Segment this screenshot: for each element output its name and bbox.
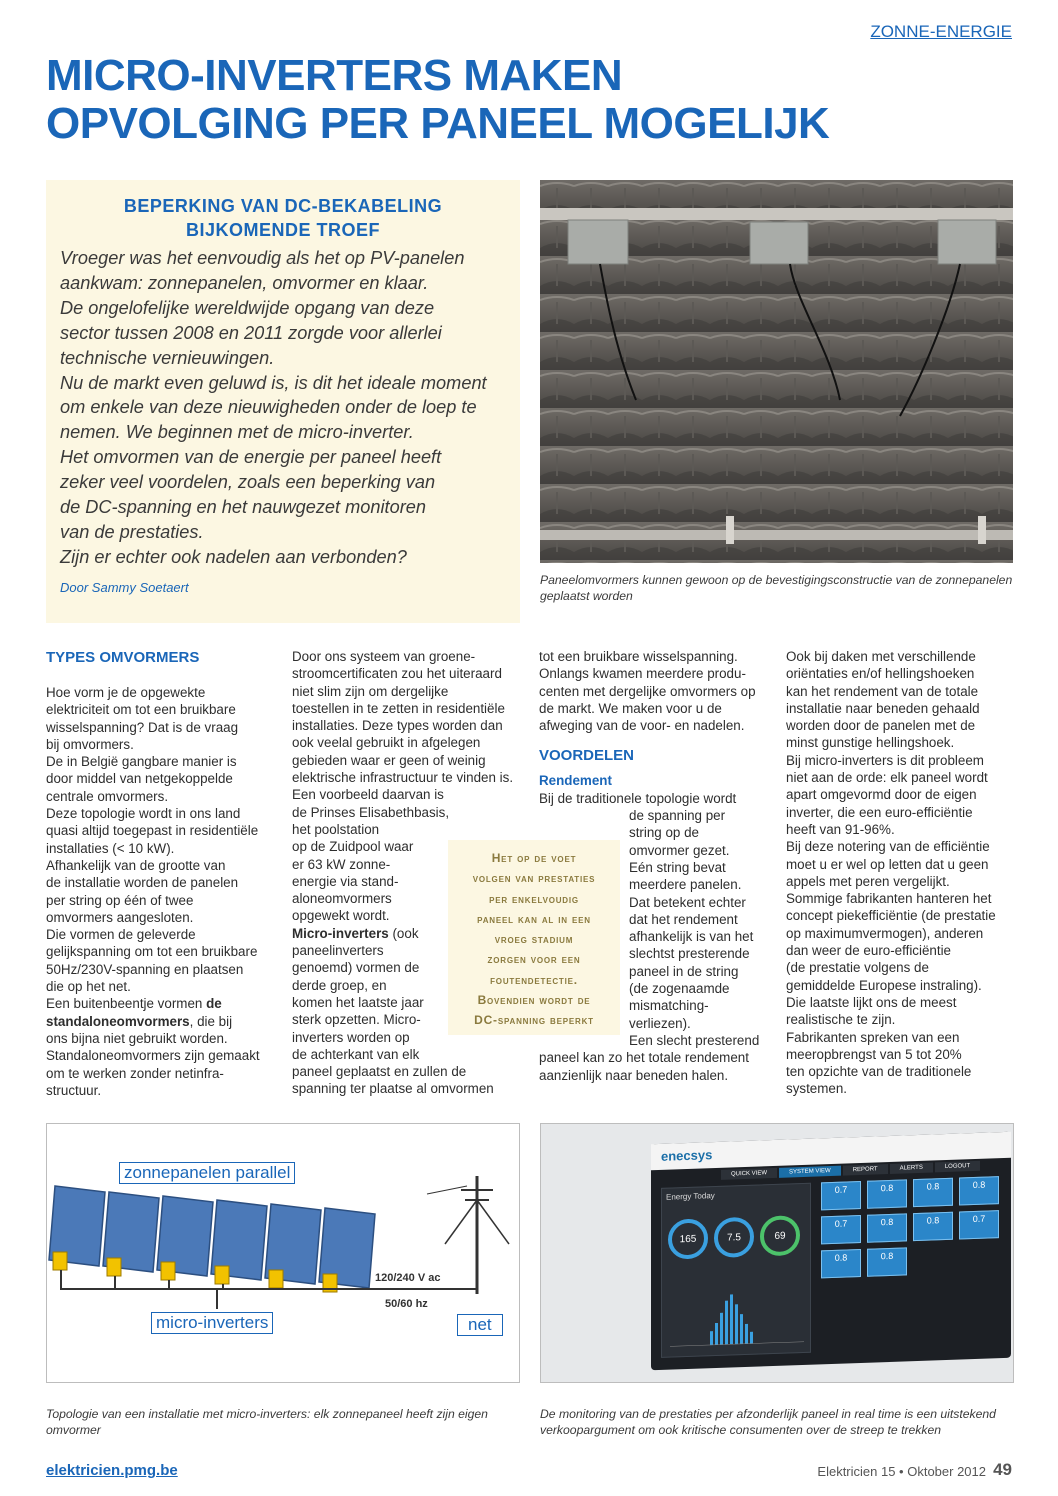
text-line: er 63 kW zonne- (292, 856, 391, 872)
panel-tile[interactable]: 0.8 (959, 1176, 999, 1205)
text-line: gemiddelde Europese instraling). (786, 977, 982, 993)
text-line: paneel kan zo het totale rendement (539, 1050, 749, 1066)
bold-term: Micro-inverters (292, 925, 389, 941)
section-heading: TYPES OMVORMERS (46, 649, 200, 666)
text-line: afhankelijk is van het (629, 929, 754, 945)
text-line: de markt. We maken voor u de (539, 700, 722, 716)
panel-tile[interactable]: 0.8 (867, 1179, 907, 1208)
pull-quote-line: foutendetectie. (490, 972, 578, 987)
caption-line: Topologie van een installatie met micro-inverters: elk zonnepaneel heeft zijn eigen (46, 1407, 488, 1421)
text-line: de spanning per (629, 808, 726, 824)
pull-quote-line: volgen van prestaties (472, 871, 596, 886)
text-line: worden door de panelen met de (786, 718, 976, 734)
text-line: minst gunstige hellingshoek. (786, 735, 955, 751)
text-line: Die laatste lijkt ons de meest (786, 994, 957, 1010)
text-line: installaties. Deze types worden dan (292, 718, 503, 734)
text-line: komen het laatste jaar (292, 994, 424, 1010)
column-1 (46, 648, 276, 1099)
text-line: spanning ter plaatse al omvormen (292, 1081, 494, 1097)
text-line: Bij micro-inverters is dit probleem (786, 752, 984, 768)
text-line: bij omvormers. (46, 736, 134, 752)
text-line (46, 1013, 276, 1030)
energy-panel (661, 1183, 811, 1358)
footer-website-link[interactable]: elektricien.pmg.be (46, 1462, 178, 1479)
monitor-tab[interactable]: LOGOUT (935, 1161, 980, 1173)
caption-line: verkoopargument om ook kritische consumenten over de streep te trekken (540, 1423, 942, 1437)
gauge: 69 (760, 1215, 800, 1256)
col3-text (539, 1049, 771, 1084)
intro-line: van de prestaties. (60, 521, 204, 542)
pull-quote-line: paneel kan al in een (477, 911, 591, 926)
text-line: genoemd) vormen de (292, 960, 420, 976)
pull-quote-line: vroeg stadium (494, 932, 574, 947)
panel-tiles (821, 1176, 1001, 1278)
text-line: inverters worden op (292, 1029, 410, 1045)
text-line: de Prinses Elisabethbasis, (292, 804, 450, 820)
text-line: het poolstation (292, 821, 380, 837)
monitor-tab[interactable]: ALERTS (890, 1162, 933, 1174)
roof-photo (540, 180, 1013, 563)
monitoring-screenshot (540, 1123, 1014, 1383)
text-line: centrale omvormers. (46, 788, 169, 804)
panel-tile[interactable]: 0.8 (867, 1247, 907, 1276)
section-heading: VOORDELEN (539, 747, 635, 765)
text-line: Ook bij daken met verschillende (786, 649, 976, 664)
text-line: Sommige fabrikanten hanteren het (786, 891, 992, 907)
intro-line: Vroeger was het eenvoudig als het op PV-panelen (60, 248, 465, 268)
monitor-tab[interactable]: REPORT (843, 1164, 888, 1176)
intro-heading-line: BIJKOMENDE TROEF (185, 220, 380, 240)
text-line: paneel in de string (629, 963, 739, 979)
text-line: de installatie worden de panelen (46, 875, 239, 891)
pull-quote-line: zorgen voor een (487, 952, 581, 967)
text-line: mismatching- (629, 998, 709, 1014)
panel-tile[interactable]: 0.7 (821, 1215, 861, 1244)
col1-text (46, 684, 276, 995)
text-line: installaties (< 10 kW). (46, 840, 175, 856)
frequency-label: 50/60 hz (385, 1298, 428, 1310)
photo-caption (540, 572, 1020, 604)
text-line: Dat betekent echter (629, 894, 746, 910)
intro-text (60, 246, 506, 570)
text-line: door middel van netgekoppelde (46, 771, 233, 787)
text-span: Een buitenbeentje vormen (46, 996, 207, 1012)
caption-line: geplaatst worden (540, 589, 633, 603)
intro-heading (60, 194, 506, 242)
bold-term: standaloneomvormers (46, 1013, 190, 1029)
text-line: opgewekt wordt. (292, 908, 390, 924)
text-line: energie via stand- (292, 873, 399, 889)
text-line: (de prestatie volgens de (786, 960, 929, 976)
text-line: (de zogenaamde (629, 981, 730, 997)
text-line (46, 995, 276, 1012)
text-line: stroomcertificaten zou het uiteraard (292, 666, 502, 682)
text-line: wisselspanning? Dat is de vraag (46, 719, 239, 735)
text-line: string op de (629, 825, 699, 841)
intro-box (46, 180, 520, 623)
text-span: , die bij (189, 1013, 233, 1029)
label-micro-inverters: micro-inverters (151, 1312, 273, 1334)
byline: Door Sammy Soetaert (60, 579, 189, 595)
text-line: heeft van 91-96%. (786, 821, 895, 837)
text-line: De in België gangbare manier is (46, 754, 237, 770)
text-line: Afhankelijk van de grootte van (46, 857, 226, 873)
text-line: dat het rendement (629, 911, 738, 927)
text-line: afweging van de voor- en nadelen. (539, 718, 745, 734)
text-line: Onlangs kwamen meerdere produ- (539, 666, 746, 682)
text-line: Bij de traditionele topologie wordt (539, 790, 737, 806)
pull-quote-line: Het op de voet (491, 851, 577, 865)
text-line: Eén string bevat (629, 859, 726, 875)
text-line: toestellen in te zetten in residentiële (292, 700, 505, 716)
gauge: 7.5 (714, 1217, 754, 1258)
text-line: niet aan de orde: elk paneel wordt (786, 770, 988, 786)
text-line: 50Hz/230V-spanning en plaatsen (46, 961, 244, 977)
voltage-label: 120/240 V ac (375, 1272, 441, 1284)
monitor-frame (651, 1132, 1011, 1371)
text-line: om te werken zonder netinfra- (46, 1065, 224, 1081)
intro-line: de DC-spanning en het nauwgezet monitoren (60, 497, 427, 518)
text-line: aanzienlijk naar beneden halen. (539, 1067, 729, 1083)
gauge: 165 (668, 1218, 708, 1259)
page-number: 49 (993, 1460, 1012, 1479)
text-line: meerdere panelen. (629, 877, 742, 893)
text-line: installatie naar beneden gehaald (786, 700, 980, 716)
caption-line: omvormer (46, 1423, 101, 1437)
label-net: net (457, 1314, 503, 1336)
bold-term: de (206, 996, 222, 1012)
pull-quote-line: DC-spanning beperkt (474, 1013, 594, 1028)
text-line: ook veelal gebruikt in afgelegen (292, 735, 481, 751)
text-line: Standaloneomvormers zijn gemaakt (46, 1048, 260, 1064)
text-line: Hoe vorm je de opgewekte (46, 685, 206, 700)
text-line: elektrische infrastructuur te vinden is. (292, 770, 514, 786)
energy-title: Energy Today (666, 1191, 715, 1202)
intro-heading-line: BEPERKING VAN DC-BEKABELING (123, 196, 443, 216)
column-4 (786, 648, 1016, 1098)
intro-line: nemen. We beginnen met de micro-inverter. (60, 422, 414, 443)
text-line: concept piekefficiëntie (de prestatie (786, 908, 996, 924)
col3-text (539, 648, 771, 734)
text-line: ten opzichte van de traditionele (786, 1064, 972, 1080)
text-line: Fabrikanten spreken van een (786, 1029, 960, 1045)
text-line: structuur. (46, 1082, 102, 1098)
title-line: OPVOLGING PER PANEEL MOGELIJK (46, 99, 830, 148)
text-line: de achterkant van elk (292, 1046, 420, 1062)
text-line: gelijkspanning om tot een bruikbare (46, 944, 258, 960)
caption-line: Paneelomvormers kunnen gewoon op de bevestigingsconstructie van de zonnepanelen (540, 573, 1013, 587)
panel-tile[interactable]: 0.8 (913, 1178, 953, 1207)
text-line: omvormer gezet. (629, 842, 730, 858)
panel-tile[interactable]: 0.8 (821, 1249, 861, 1278)
intro-line: Zijn er echter ook nadelen aan verbonden? (60, 546, 407, 567)
energy-bar-chart (670, 1288, 804, 1347)
text-line: sterk opzetten. Micro- (292, 1012, 421, 1028)
text-line: aloneomvormers (292, 891, 392, 907)
text-line: ons bijna niet gebruikt worden. (46, 1030, 228, 1046)
text-line: inverter, die een euro-efficiëntie (786, 804, 973, 820)
text-line: tot een bruikbare wisselspanning. (539, 649, 738, 664)
text-line: niet slim zijn om dergelijke (292, 683, 449, 699)
text-line: dan weer de euro-efficiëntie (786, 943, 952, 959)
pull-quote-line: Bovendien wordt de (477, 993, 591, 1008)
text-line: op maximumvermogen), anderen (786, 925, 984, 941)
text-line: Deze topologie wordt in ons land (46, 806, 241, 822)
text-line: realistische te zijn. (786, 1012, 896, 1028)
text-line: Door ons systeem van groene- (292, 649, 476, 664)
intro-line: Nu de markt even geluwd is, is dit het ideale moment (60, 372, 487, 393)
text-line: quasi altijd toegepast in residentiële (46, 823, 259, 839)
gauges (662, 1201, 810, 1260)
text-line: Die vormen de geleverde (46, 927, 196, 943)
text-line: meeropbrengst van 5 tot 20% (786, 1046, 962, 1062)
panel-tile[interactable]: 0.8 (867, 1213, 907, 1242)
intro-line: Het omvormen van de energie per paneel heeft (60, 447, 442, 468)
text-line: verliezen). (629, 1015, 691, 1031)
text-line: systemen. (786, 1081, 848, 1097)
subheading: Rendement (539, 773, 612, 789)
text-line: derde groep, en (292, 977, 387, 993)
intro-line: zeker veel voordelen, zoals een beperking van (60, 472, 436, 493)
footer-issue: Elektricien 15 • Oktober 2012 (817, 1464, 986, 1479)
text-line: Een slecht presterend (629, 1032, 760, 1048)
text-line: apart omgevormd door de eigen (786, 787, 977, 803)
panel-tile[interactable]: 0.7 (821, 1181, 861, 1210)
text-line: per string op één of twee (46, 892, 194, 908)
intro-line: sector tussen 2008 en 2011 zorgde voor allerlei (60, 322, 442, 343)
topology-diagram (46, 1123, 520, 1383)
text-line: slechtst presterende (629, 946, 750, 962)
text-line: omvormers aangesloten. (46, 909, 194, 925)
intro-line: De ongelofelijke wereldwijde opgang van deze (60, 297, 435, 318)
panel-tile[interactable]: 0.7 (959, 1210, 999, 1239)
pull-quote (448, 840, 620, 1035)
title-line: MICRO-INVERTERS MAKEN (46, 51, 623, 100)
text-span: (ook (388, 925, 419, 941)
intro-line: om enkele van deze nieuwigheden onder de loep te (60, 397, 477, 418)
text-line: paneelinverters (292, 943, 384, 959)
text-line: oriëntaties en/of hellingshoeken (786, 666, 975, 682)
col3-text (539, 790, 771, 807)
text-line: moet u er wel op letten dat u geen (786, 856, 989, 872)
screenshot-caption (540, 1406, 1020, 1438)
text-line: Bij deze notering van de efficiëntie (786, 839, 990, 855)
text-line: op de Zuidpool waar (292, 839, 414, 855)
col4-text (786, 648, 1016, 1098)
caption-line: De monitoring van de prestaties per afzonderlijk paneel in real time is een uitstekend (540, 1407, 996, 1421)
pull-quote-line: per enkelvoudig (489, 891, 579, 906)
col1-text (46, 1030, 276, 1099)
text-line: Een voorbeeld daarvan is (292, 787, 444, 803)
article-title (46, 52, 1006, 148)
diagram-caption (46, 1406, 520, 1438)
monitor-tab[interactable]: QUICK VIEW (721, 1168, 777, 1180)
text-line: centen met dergelijke omvormers op (539, 683, 756, 699)
panel-tile[interactable]: 0.8 (913, 1212, 953, 1241)
text-line: paneel geplaatst en zullen de (292, 1064, 467, 1080)
text-line: appels met peren vergelijkt. (786, 873, 950, 889)
intro-line: technische vernieuwingen. (60, 347, 275, 368)
text-line: die op het net. (46, 979, 131, 995)
brand-logo: enecsys (661, 1147, 713, 1164)
label-panels-parallel: zonnepanelen parallel (119, 1162, 295, 1184)
text-line: gebieden waar er geen of weinig (292, 752, 486, 768)
section-tag[interactable]: ZONNE-ENERGIE (870, 22, 1012, 41)
text-line: kan het rendement van de totale (786, 683, 979, 699)
intro-line: aankwam: zonnepanelen, omvormer en klaar. (60, 272, 429, 293)
monitor-tab[interactable]: SYSTEM VIEW (779, 1166, 841, 1178)
text-line: elektriciteit om tot een bruikbare (46, 702, 236, 718)
